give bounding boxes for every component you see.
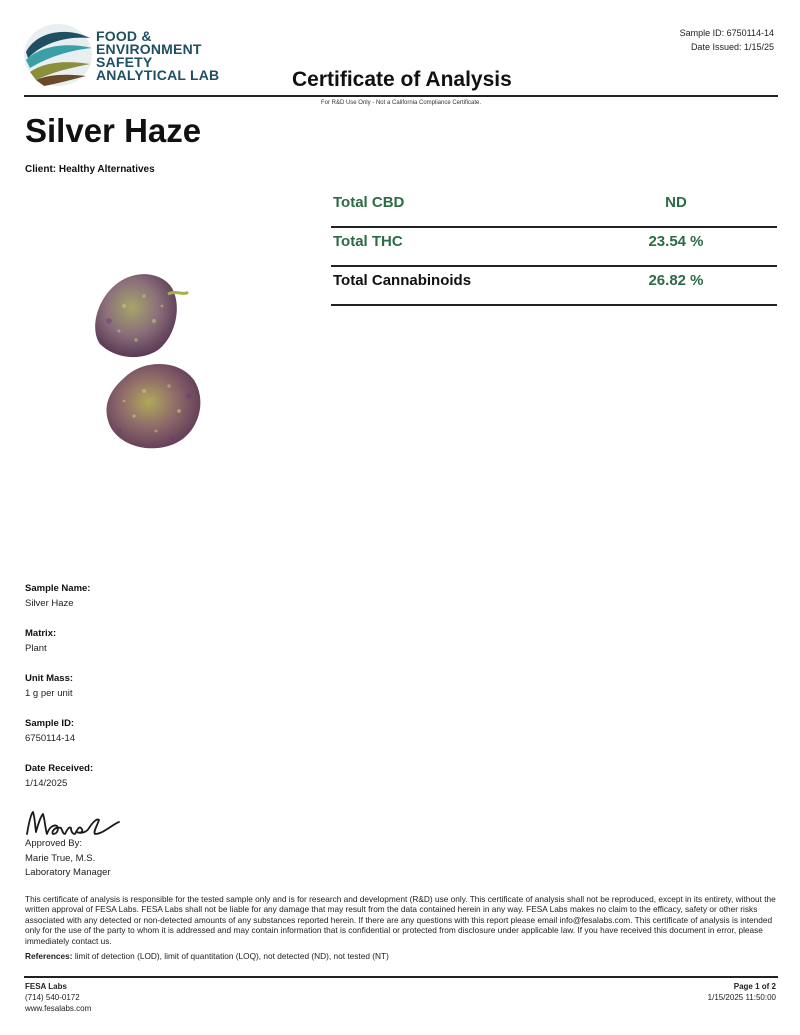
footer-divider [24, 976, 778, 978]
detail-label: Unit Mass: [25, 673, 74, 684]
detail-sample-id [25, 717, 285, 762]
references-text: limit of detection (LOD), limit of quantitation (LOQ), not detected (ND), not tested (NT) [72, 951, 389, 961]
footer-page-info [708, 981, 776, 1003]
detail-value: Silver Haze [25, 598, 74, 609]
approval-block [25, 837, 111, 881]
detail-value: 1/14/2025 [25, 778, 68, 789]
header-divider [24, 95, 778, 97]
detail-label: Sample Name: [25, 583, 91, 594]
fesa-logo [22, 22, 220, 88]
detail-unit-mass [25, 672, 285, 717]
signature [23, 804, 123, 840]
logo-line: SAFETY [96, 54, 153, 70]
detail-label: Sample ID: [25, 718, 75, 729]
document-title: Certificate of Analysis [292, 68, 512, 91]
footer-page-number: Page 1 of 2 [733, 982, 776, 991]
summary-value: 23.54 % [648, 233, 704, 250]
detail-label: Matrix: [25, 628, 57, 639]
sample-details [25, 582, 285, 807]
footer-contact [25, 981, 91, 1014]
footer-phone: (714) 540-0172 [25, 993, 80, 1002]
logo-line: ANALYTICAL LAB [96, 67, 220, 83]
summary-label: Total THC [333, 233, 403, 250]
header-sample-id: Sample ID: 6750114-14 [679, 28, 774, 38]
logo-line: FOOD & [96, 28, 152, 44]
header-date-issued: Date Issued: 1/15/25 [690, 42, 774, 52]
summary-row-total-cannabinoids [331, 267, 777, 306]
cannabinoid-summary-table [331, 189, 777, 306]
approved-by-label: Approved By: [25, 838, 83, 849]
summary-value: ND [665, 194, 687, 211]
detail-value: Plant [25, 643, 47, 654]
header-meta [680, 26, 774, 54]
product-name: Silver Haze [25, 112, 202, 149]
detail-value: 6750114-14 [25, 733, 76, 744]
detail-sample-name [25, 582, 285, 627]
cannabis-bud-image [84, 266, 224, 456]
summary-value: 26.82 % [648, 272, 704, 289]
disclaimer-text: This certificate of analysis is responsible for the tested sample only and is for research and development (R&D) use only. This certificate of analysis shall not be reproduced, except in its entirety, without the written approval of FESA Labs. FESA Labs shall not be liable for any damage that may result from the data contained herein in any way. FESA Labs makes no claim to the efficacy, safety or other risks associated with any detected or non-detected amounts of any substances reported herein. If there are any questions with this report please email info@fesalabs.com. This certificate of analysis is intended only for the use of the party to whom it is addressed and may contain information that is confidential or protected from disclosure under applicable law. If you have received this document in error, please immediately contact us. [25, 894, 776, 946]
footer-timestamp: 1/15/2025 11:50:00 [707, 993, 776, 1002]
footer-company: FESA Labs [25, 982, 67, 991]
detail-label: Date Received: [25, 763, 94, 774]
footer-website: www.fesalabs.com [25, 1004, 92, 1013]
summary-row-total-thc [331, 228, 777, 267]
client-name: Client: Healthy Alternatives [25, 164, 155, 175]
detail-matrix [25, 627, 285, 672]
logo-wordmark [96, 30, 219, 82]
references [25, 951, 777, 961]
summary-label: Total Cannabinoids [333, 272, 472, 289]
fesa-logo-icon [22, 22, 94, 88]
summary-label: Total CBD [333, 194, 405, 211]
summary-row-total-cbd [331, 189, 777, 228]
references-label: References: [25, 951, 73, 961]
header-note: For R&D Use Only - Not a California Compliance Certificate. [320, 100, 482, 106]
detail-value: 1 g per unit [25, 688, 73, 699]
logo-line: ENVIRONMENT [96, 41, 202, 57]
detail-date-received [25, 762, 285, 807]
approver-role: Laboratory Manager [25, 867, 111, 878]
approver-name: Marie True, M.S. [25, 852, 96, 864]
